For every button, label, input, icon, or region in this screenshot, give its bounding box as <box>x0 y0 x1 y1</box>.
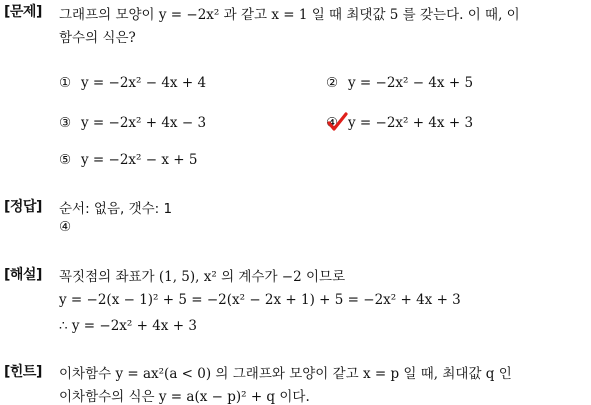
option-3 <box>59 115 206 131</box>
option-number: ③ <box>59 115 72 131</box>
option-number: ④ <box>326 115 339 131</box>
explanation-label: [해설] <box>4 267 42 283</box>
hint-line2: 이차함수의 식은 y = a(x − p)² + q 이다. <box>59 389 310 405</box>
hint-line1: 이차함수 y = ax²(a < 0) 의 그래프와 모양이 같고 x = p 일 때, 최대값 q 인 <box>59 366 512 382</box>
check-mark-icon <box>326 111 348 133</box>
option-expression: y = −2x² − x + 5 <box>81 152 198 168</box>
problem-text-line2: 함수의 식은? <box>59 30 136 46</box>
option-5 <box>59 152 197 168</box>
option-number: ⑤ <box>59 152 72 168</box>
explanation-line2: y = −2(x − 1)² + 5 = −2(x² − 2x + 1) + 5 = −2x² + 4x + 3 <box>59 292 461 308</box>
answer-text-line1: 순서: 없음, 갯수: 1 <box>59 201 173 217</box>
option-4 <box>326 115 473 131</box>
option-number: ② <box>326 75 339 91</box>
problem-text-line1: 그래프의 모양이 y = −2x² 과 같고 x = 1 일 때 최댓값 5 를 갖는다. 이 때, 이 <box>59 7 520 23</box>
option-2 <box>326 75 473 91</box>
option-expression: y = −2x² − 4x + 5 <box>348 75 474 91</box>
option-1 <box>59 75 206 91</box>
option-expression: y = −2x² + 4x + 3 <box>348 115 474 131</box>
option-number: ① <box>59 75 72 91</box>
explanation-line3: ∴ y = −2x² + 4x + 3 <box>59 318 197 334</box>
answer-label: [정답] <box>4 199 42 215</box>
explanation-line1: 꼭짓점의 좌표가 (1, 5), x² 의 계수가 −2 이므로 <box>59 269 346 285</box>
answer-choice: ④ <box>59 219 72 235</box>
hint-label: [힌트] <box>4 364 42 380</box>
option-expression: y = −2x² + 4x − 3 <box>81 115 207 131</box>
problem-label: [문제] <box>4 4 42 20</box>
option-expression: y = −2x² − 4x + 4 <box>81 75 207 91</box>
